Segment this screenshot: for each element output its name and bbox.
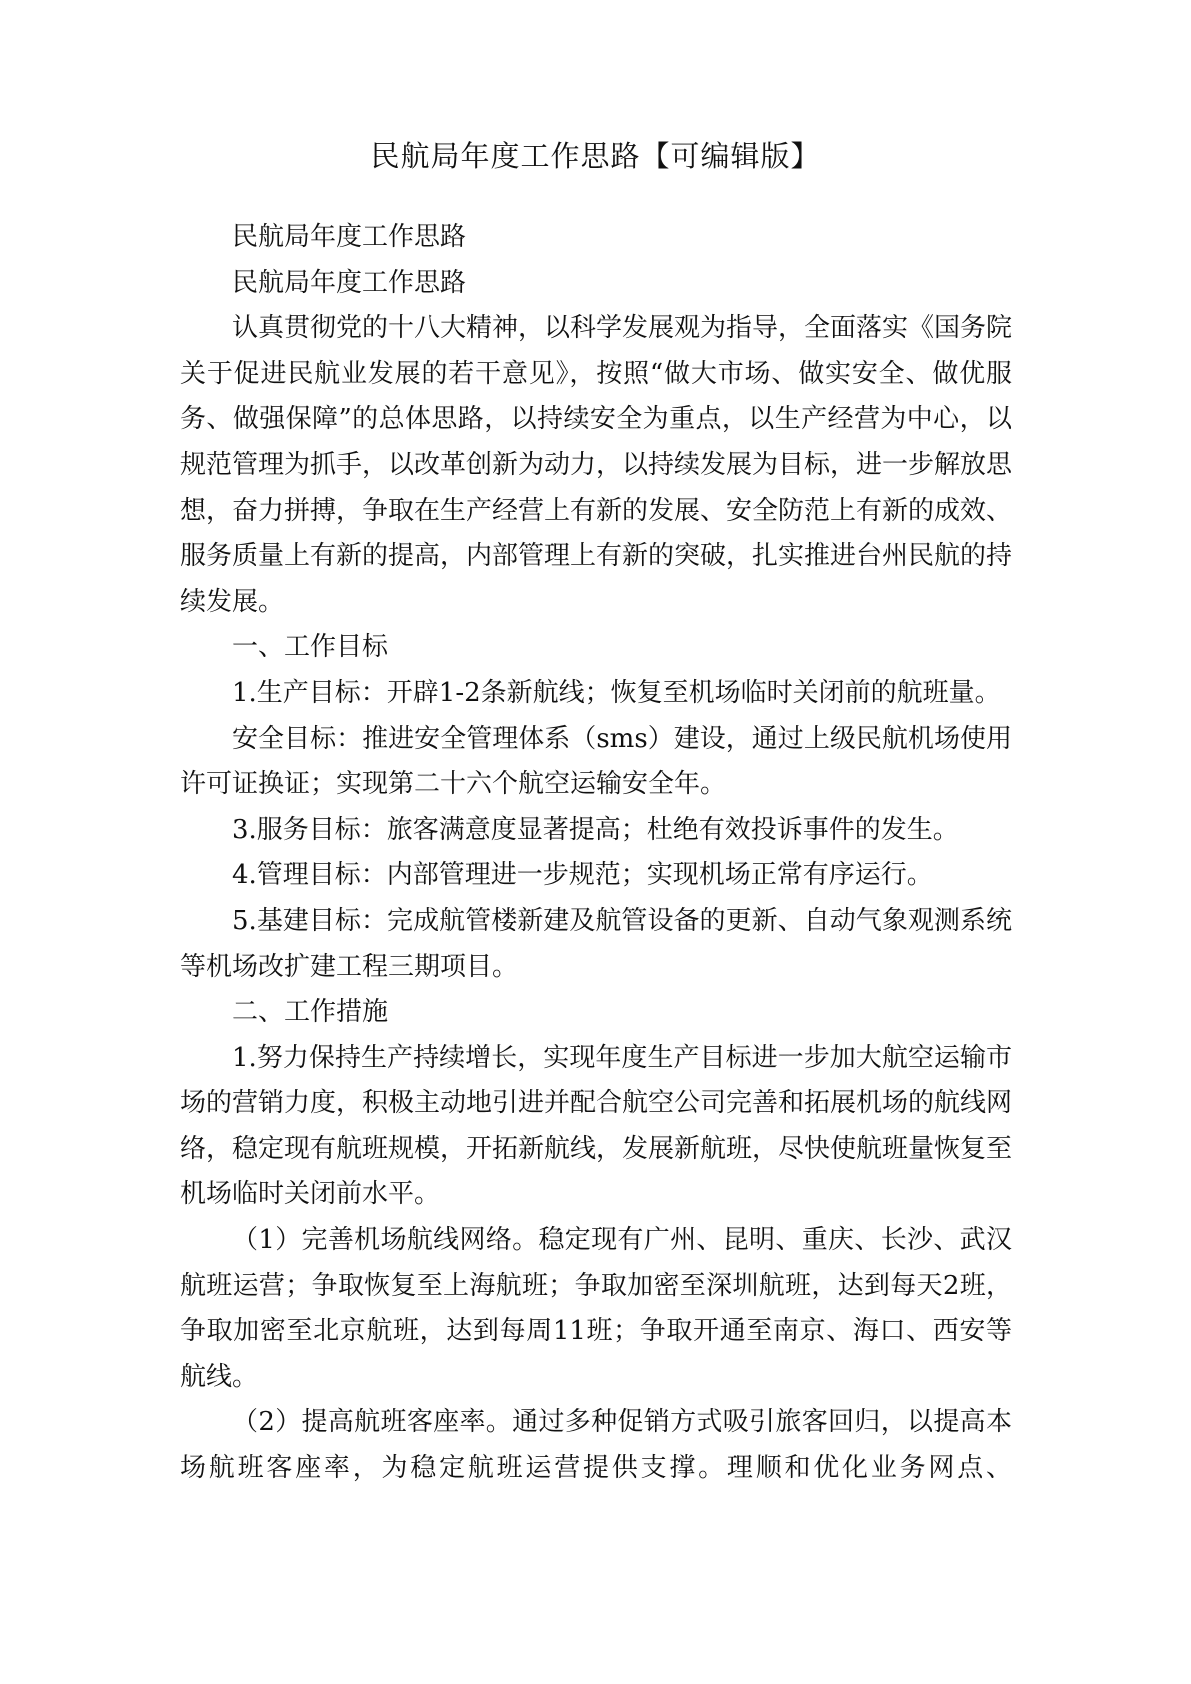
paragraph-goal-construction: 5.基建目标：完成航管楼新建及航管设备的更新、自动气象观测系统等机场改扩建工程三期项目。: [180, 905, 1012, 982]
paragraph-goal-production: 1.生产目标：开辟1-2条新航线；恢复至机场临时关闭前的航班量。: [232, 677, 1001, 708]
section-heading-goals: 一、工作目标: [232, 632, 389, 663]
paragraph-goal-safety: 安全目标：推进安全管理体系（sms）建设，通过上级民航机场使用许可证换证；实现第二十六个航空运输安全年。: [180, 723, 1012, 800]
paragraph-measure-1-1: （1）完善机场航线网络。稳定现有广州、昆明、重庆、长沙、武汉航班运营；争取恢复至上海航班；争取加密至深圳航班，达到每天2班，争取加密至北京航班，达到每周11班；争取开通至南京、海口、西安等航线。: [180, 1225, 1012, 1392]
paragraph-goal-service: 3.服务目标：旅客满意度显著提高；杜绝有效投诉事件的发生。: [232, 814, 959, 845]
paragraph-subtitle-2: 民航局年度工作思路: [232, 267, 467, 298]
document-body: [180, 215, 1012, 1492]
paragraph-measure-1: 1.努力保持生产持续增长，实现年度生产目标进一步加大航空运输市场的营销力度，积极主动地引进并配合航空公司完善和拓展机场的航线网络，稳定现有航班规模，开拓新航线，发展新航班，尽快使航班量恢复至机场临时关闭前水平。: [180, 1042, 1013, 1210]
paragraph-subtitle-1: 民航局年度工作思路: [232, 222, 467, 252]
document-title: 民航局年度工作思路【可编辑版】: [370, 139, 821, 173]
paragraph-goal-management: 4.管理目标：内部管理进一步规范；实现机场正常有序运行。: [232, 860, 933, 891]
paragraph-measure-1-2: （2）提高航班客座率。通过多种促销方式吸引旅客回归，以提高本场航班客座率，为稳定航班运营提供支撑。理顺和优化业务网点、: [180, 1407, 1012, 1484]
paragraph-intro: 认真贯彻党的十八大精神，以科学发展观为指导，全面落实《国务院关于促进民航业发展的若干意见》，按照“做大市场、做实安全、做优服务、做强保障”的总体思路，以持续安全为重点，以生产经营为中心，以规范管理为抓手，以改革创新为动力，以持续发展为目标，进一步解放思想，奋力拼搏，争取在生产经营上有新的发展、安全防范上有新的成效、服务质量上有新的提高，内部管理上有新的突破，扎实推进台州民航的持续发展。: [180, 313, 1013, 617]
section-heading-measures: 二、工作措施: [232, 997, 389, 1028]
